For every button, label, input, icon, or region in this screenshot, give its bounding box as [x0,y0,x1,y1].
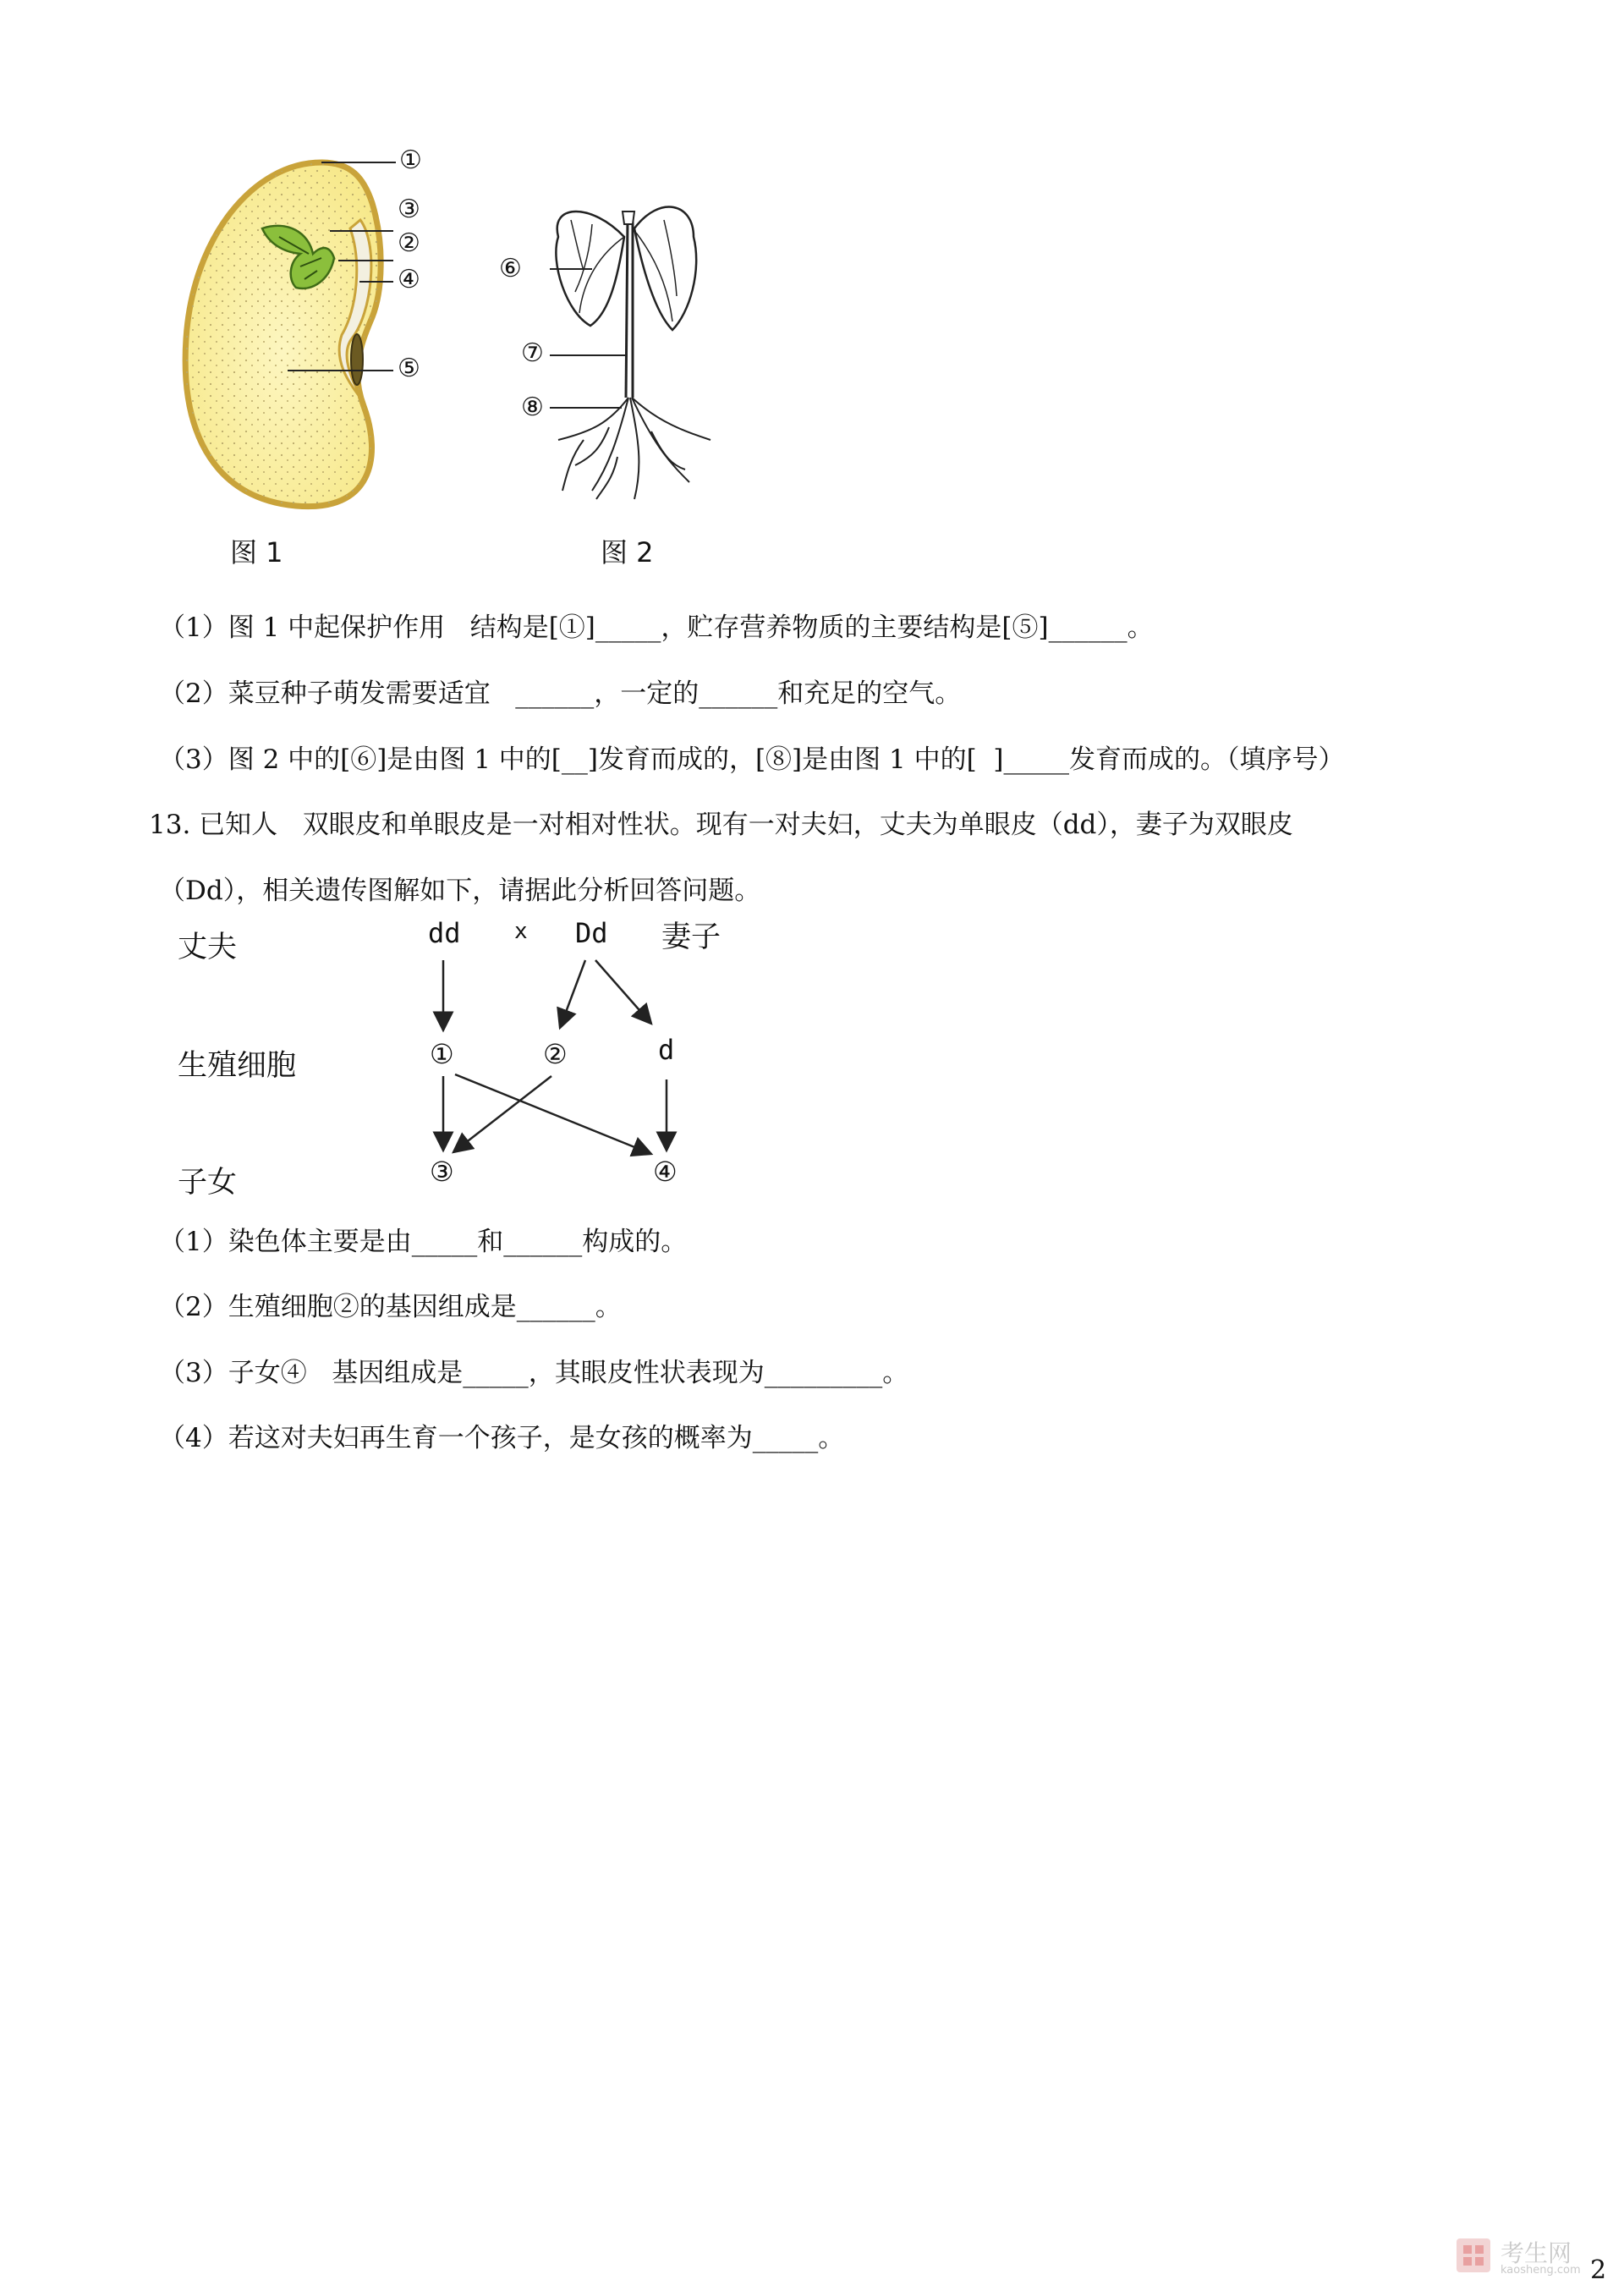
child-label: 子女 [178,1166,238,1200]
seed-diagram [161,144,482,541]
q13-part-2: （2）生殖细胞②的基因组成是______。 [159,1292,622,1322]
watermark [1455,2232,1607,2282]
watermark-url: kaosheng.com [1501,2264,1581,2277]
wife-genotype: Dd [575,917,608,949]
marker-3: ③ [398,195,420,224]
q12-part-2: （2）菜豆种子萌发需要适宜 ______，一定的______和充足的空气。 [159,678,962,709]
q12-part-3: （3）图 2 中的[⑥]是由图 1 中的[__]发育而成的，[⑧]是由图 1 中的[ ]_____发育而成的。（填序号） [159,744,1345,775]
brand-logo-icon [1455,2237,1492,2274]
husband-genotype: dd [428,917,461,949]
child-2: ④ [653,1156,678,1188]
child-1: ③ [430,1156,454,1188]
germ-cell-label: 生殖细胞 [178,1049,297,1083]
q13-part-1: （1）染色体主要是由_____和______构成的。 [159,1227,688,1257]
cross-sign: x [514,919,528,944]
marker-2: ② [398,228,420,258]
wife-label: 妻子 [661,920,721,954]
gamete-3: d [658,1034,675,1066]
marker-1: ① [399,146,422,175]
figure-1-seed [161,144,482,541]
marker-4: ④ [398,265,420,294]
gamete-2: ② [543,1038,568,1070]
marker-7: ⑦ [521,338,544,368]
marker-5: ⑤ [398,354,420,383]
genetic-diagram [169,914,761,1218]
figure-2-seedling [491,186,761,508]
q13-part-4: （4）若这对夫妇再生育一个孩子，是女孩的概率为_____。 [159,1423,845,1453]
cross-arrows [169,914,761,1218]
marker-8: ⑧ [521,393,544,422]
marker-6: ⑥ [499,254,522,283]
q13-intro-line-1: 13. 已知人 双眼皮和单眼皮是一对相对性状。现有一对夫妇，丈夫为单眼皮（dd），妻子为双眼皮 [149,810,1293,840]
figure-2-caption: 图 2 [601,536,654,569]
q13-intro-line-2: （Dd），相关遗传图解如下，请据此分析回答问题。 [159,876,761,906]
page-number: 2 [1590,2255,1607,2285]
husband-label: 丈夫 [178,931,238,964]
q12-part-1: （1）图 1 中起保护作用 结构是[①]_____，贮存营养物质的主要结构是[⑤]______。 [159,612,1154,643]
figure-1-caption: 图 1 [230,536,283,569]
q13-part-3: （3）子女④ 基因组成是_____，其眼皮性状表现为_________。 [159,1358,909,1388]
watermark-brand: 考生网 [1501,2239,1572,2267]
gamete-1: ① [430,1038,454,1070]
